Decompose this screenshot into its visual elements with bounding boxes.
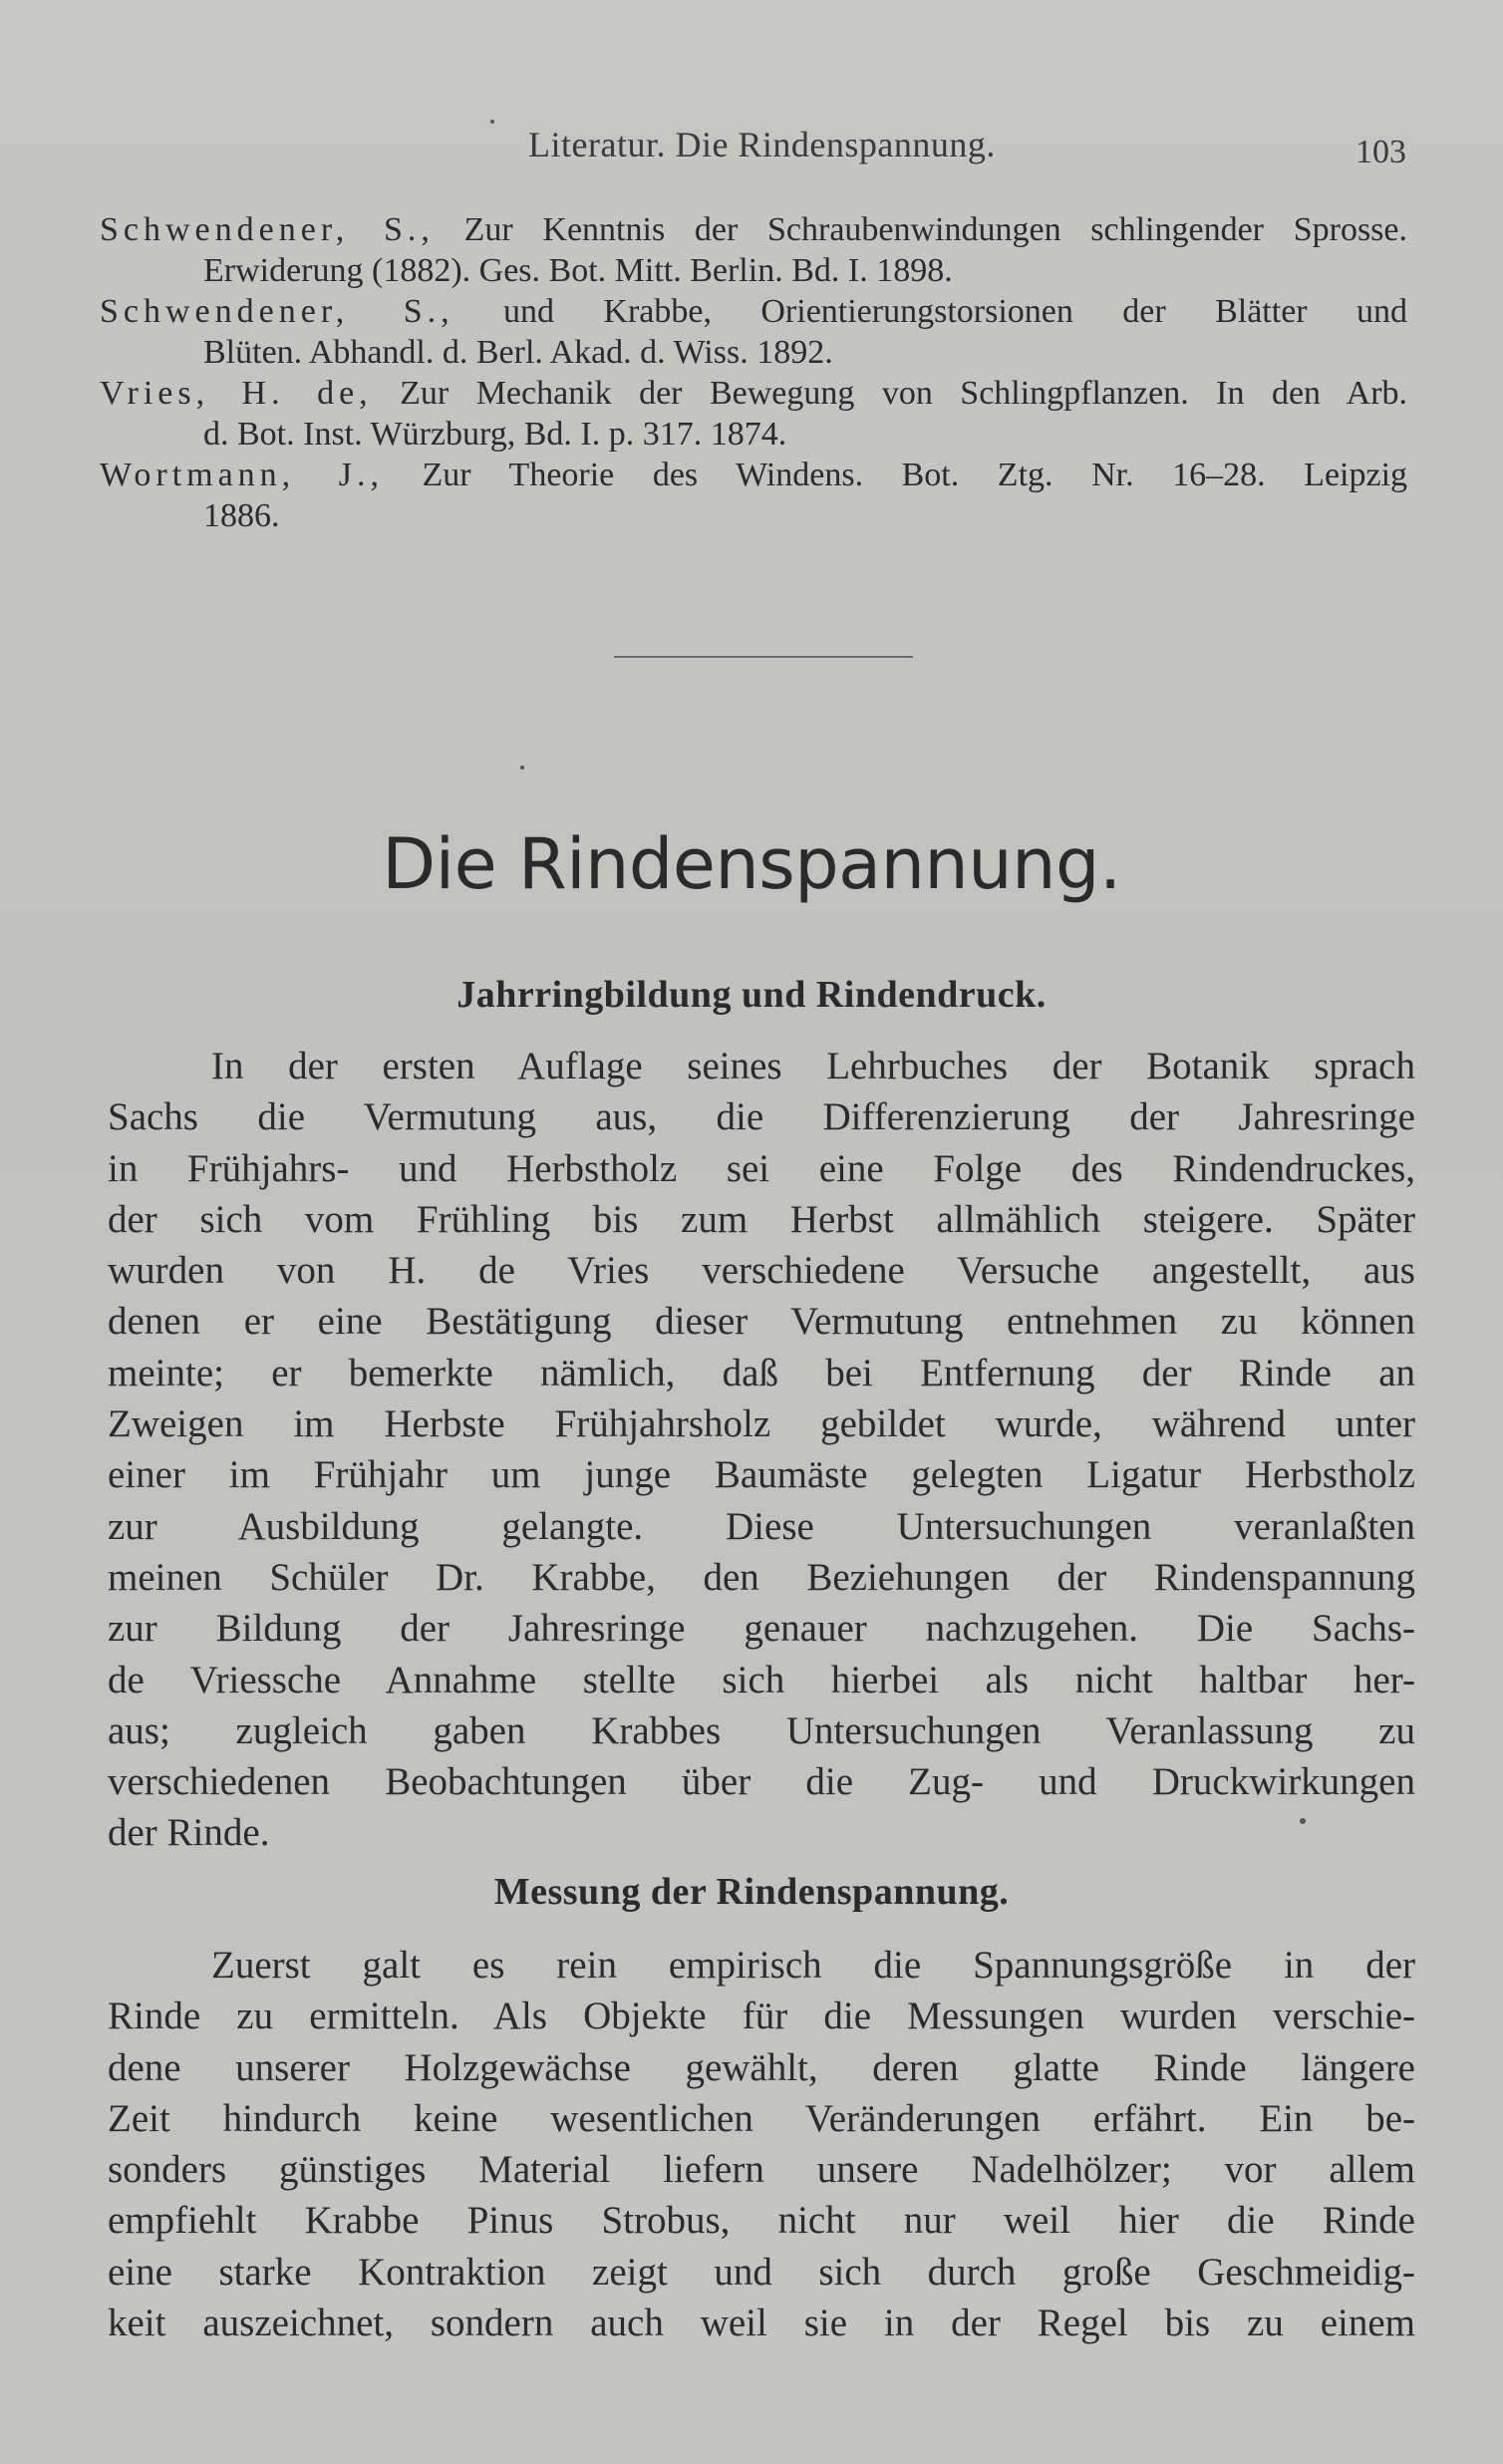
reference-continuation: 1886.: [203, 497, 280, 534]
reference-text: Zur Theorie des Windens. Bot. Ztg. Nr. 16–28. Leipzig: [422, 457, 1408, 493]
print-speck: [1300, 1818, 1306, 1824]
reference-author: Schwendener, S.,: [100, 211, 435, 248]
reference-item: [100, 373, 1407, 455]
text-line: wurden von H. de Vries verschiedene Versuche angestellt, aus: [108, 1249, 1415, 1293]
reference-continuation: Erwiderung (1882). Ges. Bot. Mitt. Berlin. Bd. I. 1898.: [203, 252, 953, 289]
print-speck: [520, 766, 524, 770]
reference-text: Zur Kenntnis der Schraubenwindungen schlingender Sprosse.: [463, 211, 1407, 248]
text-line: Rinde zu ermitteln. Als Objekte für die Messungen wurden verschie-: [108, 1995, 1415, 2038]
text-line: aus; zugleich gaben Krabbes Untersuchungen Veranlassung zu: [108, 1708, 1415, 1752]
text-line: eine starke Kontraktion zeigt und sich durch große Geschmeidig-: [108, 2250, 1415, 2294]
chapter-title: Die Rindenspannung.: [382, 823, 1121, 905]
text-line: de Vriessche Annahme stellte sich hierbei als nicht haltbar her-: [108, 1658, 1415, 1701]
text-line: keit auszeichnet, sondern auch weil sie in der Regel bis zu einem: [108, 2302, 1415, 2345]
print-speck: [490, 120, 494, 124]
text-line: einer im Frühjahr um junge Baumäste gelegten Ligatur Herbstholz: [108, 1453, 1415, 1497]
text-line: Zeit hindurch keine wesentlichen Veränderungen erfährt. Ein be-: [108, 2096, 1415, 2140]
section-heading-messung: Messung der Rindenspannung.: [493, 1871, 1010, 1913]
text-line: meinte; er bemerkte nämlich, daß bei Entfernung der Rinde an: [108, 1351, 1415, 1394]
reference-item: [100, 291, 1407, 373]
section2-body: [108, 1940, 1415, 2348]
text-line: der sich vom Frühling bis zum Herbst allmählich steigere. Später: [108, 1197, 1415, 1241]
text-line: empfiehlt Krabbe Pinus Strobus, nicht nur weil hier die Rinde: [108, 2199, 1415, 2243]
text-line: verschiedenen Beobachtungen über die Zug- und Druckwirkungen: [108, 1760, 1415, 1804]
reference-item: [100, 209, 1407, 291]
text-line: Zuerst galt es rein empirisch die Spannungsgröße in der: [211, 1944, 1415, 1987]
reference-text: und Krabbe, Orientierungstorsionen der Blätter und: [503, 293, 1408, 330]
section1-body: [108, 1041, 1415, 1859]
text-line: der Rinde.: [108, 1811, 270, 1855]
running-head: Literatur. Die Rindenspannung.: [528, 125, 996, 164]
text-line: Sachs die Vermutung aus, die Differenzierung der Jahresringe: [108, 1095, 1415, 1139]
text-line: zur Ausbildung gelangte. Diese Untersuchungen veranlaßten: [108, 1504, 1415, 1548]
reference-item: [100, 455, 1407, 536]
text-line: In der ersten Auflage seines Lehrbuches der Botanik sprach: [211, 1045, 1415, 1087]
text-line: in Frühjahrs- und Herbstholz sei eine Folge des Rindendruckes,: [108, 1146, 1415, 1190]
page-number: 103: [1355, 134, 1406, 170]
text-line: sonders günstiges Material liefern unsere Nadelhölzer; vor allem: [108, 2148, 1415, 2192]
reference-author: Vries, H. de,: [100, 375, 373, 412]
text-line: dene unserer Holzgewächse gewählt, deren glatte Rinde längere: [108, 2045, 1415, 2089]
reference-text: Zur Mechanik der Bewegung von Schlingpflanzen. In den Arb.: [400, 375, 1408, 412]
reference-continuation: d. Bot. Inst. Würzburg, Bd. I. p. 317. 1874.: [203, 416, 787, 453]
text-line: zur Bildung der Jahresringe genauer nachzugehen. Die Sachs-: [108, 1607, 1415, 1651]
reference-continuation: Blüten. Abhandl. d. Berl. Akad. d. Wiss. 1892.: [203, 334, 833, 371]
text-line: Zweigen im Herbste Frühjahrsholz gebildet wurde, während unter: [108, 1402, 1415, 1446]
section-divider: [614, 656, 913, 658]
reference-list: [100, 209, 1407, 536]
section-heading-jahrringbildung: Jahrringbildung und Rindendruck.: [456, 974, 1047, 1016]
reference-author: Wortmann, J.,: [100, 457, 384, 493]
text-line: meinen Schüler Dr. Krabbe, den Beziehungen der Rindenspannung: [108, 1555, 1415, 1599]
reference-author: Schwendener, S.,: [100, 293, 454, 330]
text-line: denen er eine Bestätigung dieser Vermutung entnehmen zu können: [108, 1300, 1415, 1344]
